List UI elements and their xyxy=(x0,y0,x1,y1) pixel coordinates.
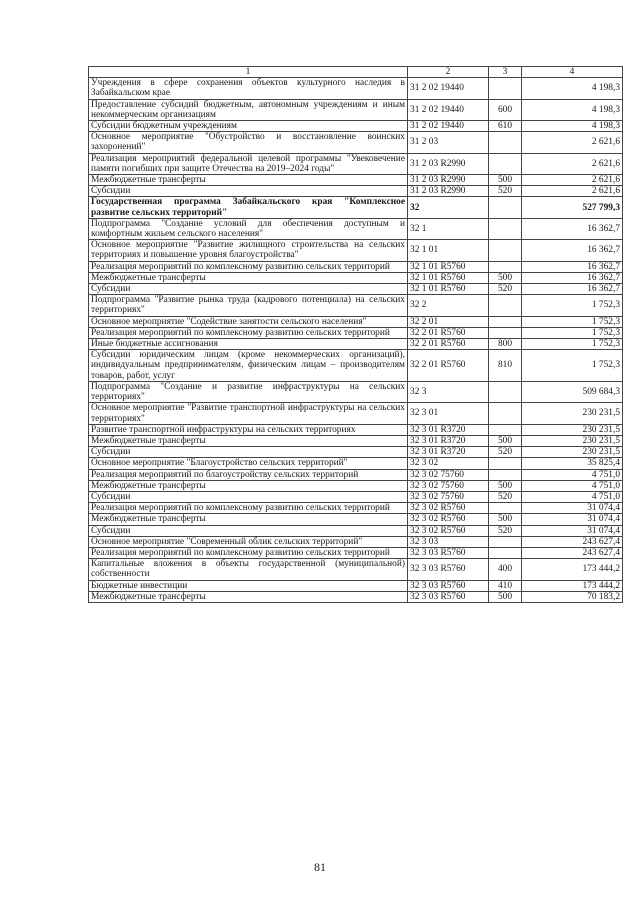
cell-name: Подпрограмма "Создание и развитие инфраструктуры на сельских территориях" xyxy=(89,381,408,402)
table-row xyxy=(89,458,623,469)
table-row xyxy=(89,132,623,153)
cell-name: Государственная программа Забайкальского края "Комплексное развитие сельских территорий" xyxy=(89,197,408,218)
cell-amount: 230 231,5 xyxy=(522,435,623,446)
cell-amount: 2 621,6 xyxy=(522,186,623,197)
cell-amount: 4 198,3 xyxy=(522,78,623,99)
cell-name: Предоставление субсидий бюджетным, автономным учреждениям и иным некоммерческим организациям xyxy=(89,99,408,120)
cell-code: 32 2 01 R5760 xyxy=(408,350,489,382)
cell-name: Межбюджетные трансферты xyxy=(89,480,408,491)
cell-expense-type xyxy=(489,403,522,424)
cell-name: Основное мероприятие "Содействие занятости сельского населения" xyxy=(89,316,408,327)
cell-name: Реализация мероприятий по комплексному развитию сельских территорий xyxy=(89,261,408,272)
table-header-row xyxy=(89,67,623,78)
table-row xyxy=(89,480,623,491)
table-row xyxy=(89,547,623,558)
table-row xyxy=(89,381,623,402)
cell-name: Субсидии xyxy=(89,447,408,458)
cell-amount: 230 231,5 xyxy=(522,424,623,435)
cell-code: 32 2 xyxy=(408,295,489,316)
cell-amount: 2 621,6 xyxy=(522,175,623,186)
cell-name: Подпрограмма "Создание условий для обеспечения доступным и комфортным жильем сельского населения" xyxy=(89,218,408,239)
cell-code: 32 3 02 75760 xyxy=(408,469,489,480)
cell-expense-type xyxy=(489,381,522,402)
table-row xyxy=(89,78,623,99)
table-row xyxy=(89,350,623,382)
cell-expense-type xyxy=(489,197,522,218)
table-row xyxy=(89,99,623,120)
cell-code: 32 3 01 R3720 xyxy=(408,424,489,435)
cell-amount: 4 751,0 xyxy=(522,491,623,502)
cell-expense-type xyxy=(489,78,522,99)
cell-amount: 243 627,4 xyxy=(522,547,623,558)
header-col-4: 4 xyxy=(522,67,623,78)
cell-code: 31 2 03 R2990 xyxy=(408,186,489,197)
cell-expense-type xyxy=(489,536,522,547)
table-row xyxy=(89,339,623,350)
table-row xyxy=(89,327,623,338)
table-row xyxy=(89,503,623,514)
cell-code: 32 3 03 xyxy=(408,536,489,547)
cell-code: 32 3 03 R5760 xyxy=(408,580,489,591)
cell-amount: 4 198,3 xyxy=(522,121,623,132)
cell-name: Развитие транспортной инфраструктуры на сельских территориях xyxy=(89,424,408,435)
cell-expense-type: 500 xyxy=(489,272,522,283)
cell-expense-type xyxy=(489,295,522,316)
cell-code: 32 3 02 75760 xyxy=(408,491,489,502)
table-row xyxy=(89,469,623,480)
table-row xyxy=(89,284,623,295)
table-row xyxy=(89,316,623,327)
cell-code: 32 3 02 R5760 xyxy=(408,525,489,536)
cell-expense-type: 500 xyxy=(489,435,522,446)
cell-code: 31 2 03 R2990 xyxy=(408,153,489,174)
cell-expense-type: 500 xyxy=(489,480,522,491)
cell-expense-type xyxy=(489,261,522,272)
cell-amount: 173 444,2 xyxy=(522,580,623,591)
table-row xyxy=(89,121,623,132)
cell-amount: 70 183,2 xyxy=(522,591,623,602)
cell-name: Реализация мероприятий по благоустройству сельских территорий xyxy=(89,469,408,480)
table-row xyxy=(89,435,623,446)
cell-amount: 243 627,4 xyxy=(522,536,623,547)
cell-code: 32 3 03 R5760 xyxy=(408,591,489,602)
cell-amount: 509 684,3 xyxy=(522,381,623,402)
cell-expense-type: 520 xyxy=(489,447,522,458)
cell-amount: 1 752,3 xyxy=(522,327,623,338)
cell-amount: 16 362,7 xyxy=(522,261,623,272)
cell-amount: 16 362,7 xyxy=(522,284,623,295)
cell-code: 32 3 03 R5760 xyxy=(408,547,489,558)
cell-amount: 4 198,3 xyxy=(522,99,623,120)
cell-name: Основное мероприятие "Современный облик сельских территорий" xyxy=(89,536,408,547)
cell-amount: 4 751,0 xyxy=(522,480,623,491)
cell-code: 32 3 02 R5760 xyxy=(408,514,489,525)
cell-code: 32 3 02 75760 xyxy=(408,480,489,491)
cell-code: 32 1 01 xyxy=(408,240,489,261)
cell-amount: 2 621,6 xyxy=(522,153,623,174)
cell-code: 31 2 02 19440 xyxy=(408,99,489,120)
table-row xyxy=(89,525,623,536)
cell-amount: 31 074,4 xyxy=(522,514,623,525)
cell-name: Реализация мероприятий по комплексному развитию сельских территорий xyxy=(89,503,408,514)
cell-expense-type xyxy=(489,503,522,514)
cell-code: 32 2 01 R5760 xyxy=(408,327,489,338)
cell-expense-type xyxy=(489,316,522,327)
cell-name: Иные бюджетные ассигнования xyxy=(89,339,408,350)
cell-expense-type: 810 xyxy=(489,350,522,382)
cell-name: Реализация мероприятий федеральной целевой программы "Увековечение памяти погибших при защите Отечества на 2019–2024 годы" xyxy=(89,153,408,174)
cell-name: Капитальные вложения в объекты государственной (муниципальной) собственности xyxy=(89,559,408,580)
cell-code: 32 3 02 xyxy=(408,458,489,469)
cell-code: 32 3 03 R5760 xyxy=(408,559,489,580)
cell-amount: 35 825,4 xyxy=(522,458,623,469)
cell-code: 32 3 02 R5760 xyxy=(408,503,489,514)
cell-name: Основное мероприятие "Развитие жилищного строительства на сельских территориях и повышение уровня благоустройства" xyxy=(89,240,408,261)
cell-expense-type: 520 xyxy=(489,186,522,197)
table-row xyxy=(89,197,623,218)
cell-amount: 31 074,4 xyxy=(522,525,623,536)
cell-amount: 31 074,4 xyxy=(522,503,623,514)
cell-name: Субсидии xyxy=(89,186,408,197)
table-row xyxy=(89,272,623,283)
cell-code: 32 3 01 xyxy=(408,403,489,424)
cell-name: Подпрограмма "Развитие рынка труда (кадрового потенциала) на сельских территориях" xyxy=(89,295,408,316)
cell-code: 31 2 03 R2990 xyxy=(408,175,489,186)
cell-expense-type xyxy=(489,424,522,435)
cell-name: Реализация мероприятий по комплексному развитию сельских территорий xyxy=(89,327,408,338)
cell-name: Межбюджетные трансферты xyxy=(89,175,408,186)
cell-code: 31 2 03 xyxy=(408,132,489,153)
cell-expense-type: 800 xyxy=(489,339,522,350)
cell-code: 32 1 xyxy=(408,218,489,239)
cell-expense-type xyxy=(489,327,522,338)
cell-amount: 2 621,6 xyxy=(522,132,623,153)
table-row xyxy=(89,175,623,186)
cell-name: Субсидии xyxy=(89,284,408,295)
cell-amount: 527 799,3 xyxy=(522,197,623,218)
cell-expense-type: 520 xyxy=(489,525,522,536)
cell-expense-type: 600 xyxy=(489,99,522,120)
header-col-1: 1 xyxy=(89,67,408,78)
budget-table xyxy=(88,66,623,603)
cell-code: 32 2 01 R5760 xyxy=(408,339,489,350)
cell-amount: 230 231,5 xyxy=(522,403,623,424)
cell-code: 31 2 02 19440 xyxy=(408,121,489,132)
table-row xyxy=(89,491,623,502)
cell-name: Основное мероприятие "Обустройство и восстановление воинских захоронений" xyxy=(89,132,408,153)
cell-expense-type: 500 xyxy=(489,175,522,186)
header-col-3: 3 xyxy=(489,67,522,78)
cell-name: Субсидии xyxy=(89,491,408,502)
table-row xyxy=(89,559,623,580)
cell-expense-type: 500 xyxy=(489,591,522,602)
header-col-2: 2 xyxy=(408,67,489,78)
table-row xyxy=(89,240,623,261)
cell-code: 32 2 01 xyxy=(408,316,489,327)
table-row xyxy=(89,403,623,424)
cell-amount: 1 752,3 xyxy=(522,350,623,382)
cell-code: 32 3 01 R3720 xyxy=(408,447,489,458)
table-row xyxy=(89,580,623,591)
table-row xyxy=(89,186,623,197)
cell-code: 32 1 01 R5760 xyxy=(408,272,489,283)
cell-name: Субсидии бюджетным учреждениям xyxy=(89,121,408,132)
table-row xyxy=(89,153,623,174)
cell-expense-type: 410 xyxy=(489,580,522,591)
cell-name: Основное мероприятие "Благоустройство сельских территорий" xyxy=(89,458,408,469)
cell-code: 32 1 01 R5760 xyxy=(408,261,489,272)
cell-name: Межбюджетные трансферты xyxy=(89,272,408,283)
table-row xyxy=(89,295,623,316)
cell-expense-type: 610 xyxy=(489,121,522,132)
cell-expense-type xyxy=(489,218,522,239)
cell-expense-type xyxy=(489,132,522,153)
cell-expense-type: 500 xyxy=(489,514,522,525)
cell-expense-type: 520 xyxy=(489,284,522,295)
cell-expense-type xyxy=(489,547,522,558)
cell-name: Бюджетные инвестиции xyxy=(89,580,408,591)
cell-name: Межбюджетные трансферты xyxy=(89,435,408,446)
cell-expense-type: 520 xyxy=(489,491,522,502)
cell-name: Межбюджетные трансферты xyxy=(89,514,408,525)
cell-name: Субсидии юридическим лицам (кроме некоммерческих организаций), индивидуальным предпринимателям, физическим лицам – производителям товаров, работ, услуг xyxy=(89,350,408,382)
cell-amount: 4 751,0 xyxy=(522,469,623,480)
cell-amount: 1 752,3 xyxy=(522,339,623,350)
cell-name: Учреждения в сфере сохранения объектов культурного наследия в Забайкальском крае xyxy=(89,78,408,99)
cell-name: Основное мероприятие "Развитие транспортной инфраструктуры на сельских территориях" xyxy=(89,403,408,424)
cell-amount: 16 362,7 xyxy=(522,272,623,283)
cell-code: 32 3 xyxy=(408,381,489,402)
table-row xyxy=(89,536,623,547)
table-row xyxy=(89,424,623,435)
cell-expense-type xyxy=(489,469,522,480)
cell-amount: 1 752,3 xyxy=(522,316,623,327)
cell-amount: 1 752,3 xyxy=(522,295,623,316)
cell-name: Реализация мероприятий по комплексному развитию сельских территорий xyxy=(89,547,408,558)
cell-amount: 230 231,5 xyxy=(522,447,623,458)
table-row xyxy=(89,447,623,458)
table-row xyxy=(89,261,623,272)
table-row xyxy=(89,591,623,602)
cell-expense-type: 400 xyxy=(489,559,522,580)
cell-name: Субсидии xyxy=(89,525,408,536)
cell-code: 32 xyxy=(408,197,489,218)
cell-code: 32 1 01 R5760 xyxy=(408,284,489,295)
cell-amount: 16 362,7 xyxy=(522,218,623,239)
cell-code: 31 2 02 19440 xyxy=(408,78,489,99)
cell-code: 32 3 01 R3720 xyxy=(408,435,489,446)
cell-amount: 173 444,2 xyxy=(522,559,623,580)
cell-expense-type xyxy=(489,458,522,469)
cell-expense-type xyxy=(489,240,522,261)
table-body xyxy=(89,67,623,603)
cell-amount: 16 362,7 xyxy=(522,240,623,261)
cell-expense-type xyxy=(489,153,522,174)
table-row xyxy=(89,514,623,525)
page-number: 81 xyxy=(314,860,326,874)
cell-name: Межбюджетные трансферты xyxy=(89,591,408,602)
table-row xyxy=(89,218,623,239)
